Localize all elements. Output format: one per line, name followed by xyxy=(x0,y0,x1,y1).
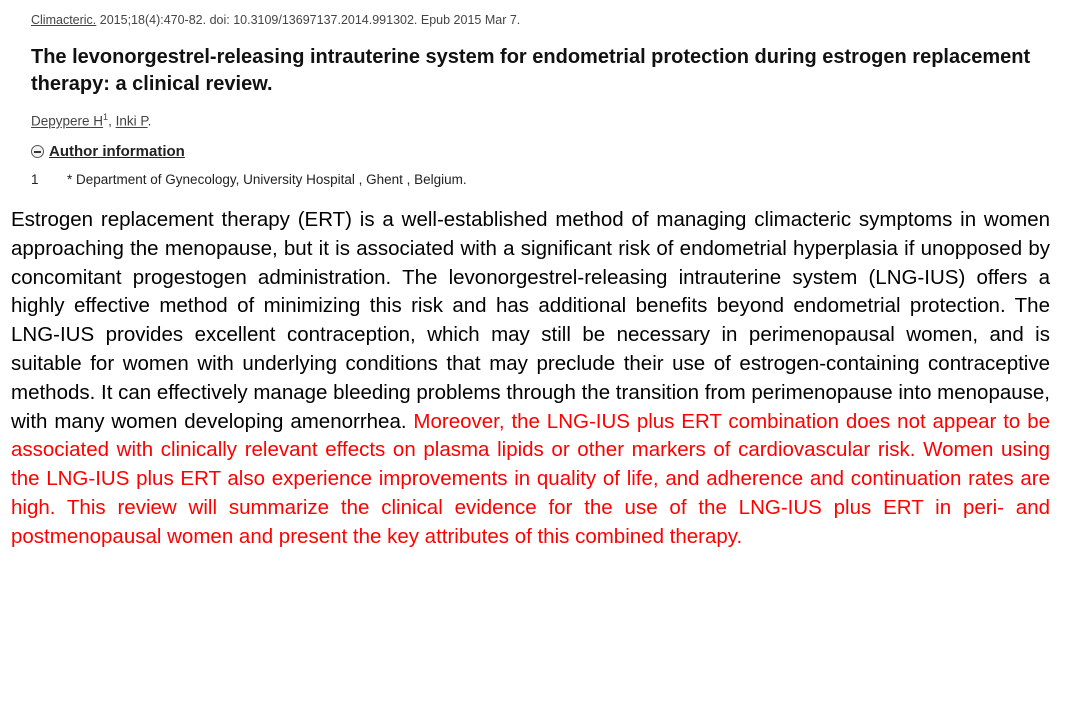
author-terminator: . xyxy=(147,113,152,129)
authors-line xyxy=(31,108,1051,131)
collapse-minus-icon[interactable] xyxy=(31,145,44,158)
journal-link[interactable]: Climacteric. xyxy=(31,13,97,27)
affiliation-entry xyxy=(31,171,1051,189)
citation-block xyxy=(31,12,1051,189)
affiliation-number: 1 xyxy=(31,171,39,187)
article-title: The levonorgestrel-releasing intrauterine system for endometrial protection during estrogen replacement therapy: a clinical review. xyxy=(31,46,1031,95)
affiliation-text: * Department of Gynecology, University Hospital , Ghent , Belgium. xyxy=(67,171,467,187)
author-information-toggle[interactable] xyxy=(31,143,1051,161)
journal-citation-line xyxy=(31,12,1051,30)
author-link-inki[interactable]: Inki P xyxy=(115,113,148,129)
abstract-normal-text: Estrogen replacement therapy (ERT) is a well-established method of managing climacteric symptoms in women approaching the menopause, but it is associated with a significant risk of endometrial hyperplasia if unopposed by concomitant progestogen administration. The levonorgestrel-releasing intrauterine system (LNG-IUS) offers a highly effective method of minimizing this risk and has additional benefits beyond endometrial protection. The LNG-IUS provides excellent contraception, which may still be necessary in perimenopausal women, and is suitable for women with underlying conditions that may preclude their use of estrogen-containing contraceptive methods. It can effectively manage bleeding problems through the transition from perimenopause into menopause, with many women developing amenorrhea. xyxy=(11,208,1050,433)
abstract-highlighted-text: Moreover, the LNG-IUS plus ERT combination does not appear to be associated with clinically relevant effects on plasma lipids or other markers of cardiovascular risk. Women using the LNG-IUS plus ERT also experience improvements in quality of life, and adherence and continuation rates are high. This review will summarize the clinical evidence for the use of the LNG-IUS plus ERT in peri- and postmenopausal women and present the key attributes of this combined therapy. xyxy=(11,409,1051,548)
author-link-depypere[interactable]: Depypere H xyxy=(31,113,104,129)
citation-details: 2015;18(4):470-82. doi: 10.3109/13697137.2014.991302. Epub 2015 Mar 7. xyxy=(96,13,521,27)
author-information-label[interactable]: Author information xyxy=(49,143,185,160)
author-affiliation-sup: 1 xyxy=(103,112,109,122)
author-separator: , xyxy=(108,113,116,129)
abstract-text xyxy=(11,206,1050,552)
